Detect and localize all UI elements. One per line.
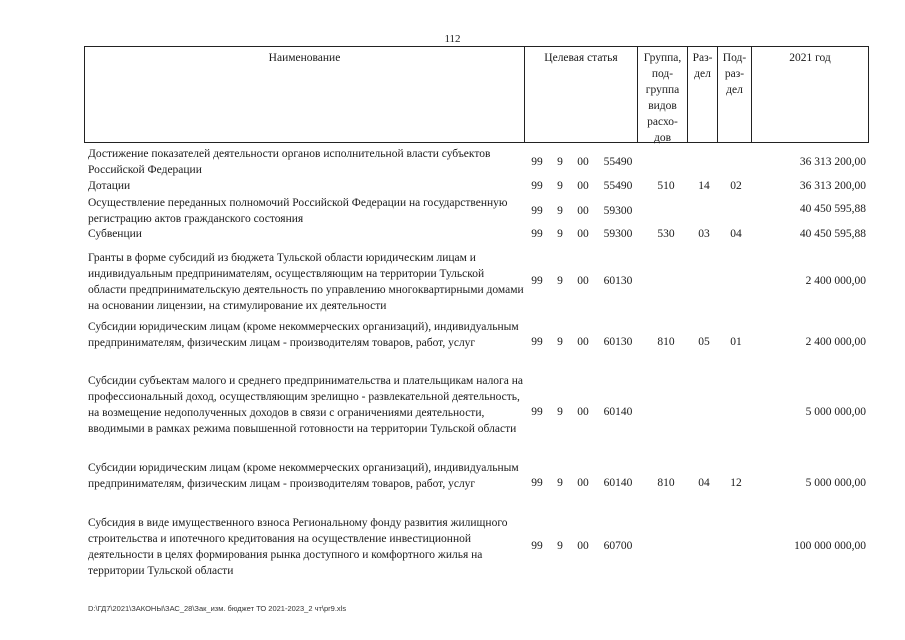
row-code-subprogram: 9 — [557, 477, 563, 489]
header-subsection-line: дел — [726, 84, 743, 96]
row-amount: 40 450 595,88 — [799, 228, 866, 240]
row-amount: 36 313 200,00 — [799, 156, 866, 168]
row-name: Субсидии юридическим лицам (кроме некоммерческих организаций), индивидуальным предпринимателям, физическим лицам - производителям товаров, работ, услуг — [88, 321, 519, 349]
row-name: Дотации — [88, 180, 131, 192]
row-code-direction: 55490 — [603, 156, 633, 168]
row-amount: 40 450 595,88 — [799, 203, 866, 215]
row-code-direction: 55490 — [603, 180, 633, 192]
row-code-main-event: 00 — [577, 275, 589, 287]
row-code-main-event: 00 — [577, 228, 589, 240]
row-code-program: 99 — [531, 205, 543, 217]
row-group: 810 — [657, 336, 675, 348]
header-section-line: дел — [694, 68, 711, 80]
row-code-main-event: 00 — [577, 540, 589, 552]
row-code-main-event: 00 — [577, 156, 589, 168]
header-target-article — [525, 47, 638, 142]
row-code-main-event: 00 — [577, 336, 589, 348]
row-code-program: 99 — [531, 156, 543, 168]
row-code-program: 99 — [531, 406, 543, 418]
row-name: Субсидии субъектам малого и среднего предпринимательства и плательщикам налога на профессиональный доход, осуществляющим зрелищно - развлекательной деятельность, на возмещение недополученных доходов в связи с ограничениями деятельности, вводимыми в рамках режима повышенной готовности на территории Тульской области — [88, 375, 524, 435]
header-group-line: Группа, — [643, 52, 682, 64]
header-group-line: расхо- — [647, 116, 678, 128]
row-section: 05 — [698, 336, 710, 348]
header-year-label: 2021 год — [789, 52, 831, 64]
row-name: Субсидии юридическим лицам (кроме некоммерческих организаций), индивидуальным предпринимателям, физическим лицам - производителям товаров, работ, услуг — [88, 462, 519, 490]
row-code-subprogram: 9 — [557, 180, 563, 192]
header-section — [688, 47, 718, 142]
row-amount: 100 000 000,00 — [794, 540, 866, 552]
row-code-program: 99 — [531, 228, 543, 240]
row-amount: 5 000 000,00 — [805, 477, 866, 489]
row-code-program: 99 — [531, 180, 543, 192]
header-year — [752, 47, 868, 142]
row-section: 03 — [698, 228, 710, 240]
header-target-article-label: Целевая статья — [544, 52, 618, 64]
row-section: 14 — [698, 180, 710, 192]
header-section-line: Раз- — [692, 52, 713, 64]
header-group-line: дов — [653, 132, 672, 144]
row-code-direction: 60140 — [603, 406, 633, 418]
row-amount: 5 000 000,00 — [805, 406, 866, 418]
row-name: Осуществление переданных полномочий Российской Федерации на государственную регистрацию актов гражданского состояния — [88, 197, 508, 225]
row-subsection: 01 — [730, 336, 742, 348]
header-group-line: под- — [651, 68, 674, 80]
row-code-direction: 60130 — [603, 336, 633, 348]
row-name: Субсидия в виде имущественного взноса Региональному фонду развития жилищного строительства и ипотечного кредитования на осуществление инвестиционной деятельности в целях формирования рынка доступного и комфортного жилья на территории Тульской области — [88, 517, 508, 577]
row-name: Субвенции — [88, 228, 142, 240]
row-code-program: 99 — [531, 336, 543, 348]
row-code-subprogram: 9 — [557, 156, 563, 168]
row-code-main-event: 00 — [577, 205, 589, 217]
row-code-main-event: 00 — [577, 180, 589, 192]
row-code-subprogram: 9 — [557, 275, 563, 287]
header-subsection-line: раз- — [724, 68, 745, 80]
header-group-line: видов — [648, 100, 677, 112]
row-code-program: 99 — [531, 275, 543, 287]
row-code-main-event: 00 — [577, 406, 589, 418]
row-code-direction: 59300 — [603, 205, 633, 217]
header-name — [85, 47, 525, 142]
row-group: 510 — [657, 180, 675, 192]
row-subsection: 12 — [730, 477, 742, 489]
row-amount: 36 313 200,00 — [799, 180, 866, 192]
row-subsection: 02 — [730, 180, 742, 192]
header-group-line: группа — [645, 84, 680, 96]
row-subsection: 04 — [730, 228, 742, 240]
row-code-main-event: 00 — [577, 477, 589, 489]
row-code-direction: 60140 — [603, 477, 633, 489]
row-code-program: 99 — [531, 540, 543, 552]
row-code-subprogram: 9 — [557, 540, 563, 552]
header-name-label: Наименование — [268, 52, 341, 64]
row-name: Достижение показателей деятельности органов исполнительной власти субъектов Российской Федерации — [88, 148, 491, 176]
row-code-subprogram: 9 — [557, 336, 563, 348]
row-code-direction: 60700 — [603, 540, 633, 552]
header-group — [638, 47, 688, 142]
file-path-footer: D:\ГД7\2021\ЗАКОНЫ\ЗАС_28\Зак_изм. бюджет ТО 2021-2023_2 чт\pr9.xls — [88, 604, 347, 613]
row-section: 04 — [698, 477, 710, 489]
row-group: 530 — [657, 228, 675, 240]
row-amount: 2 400 000,00 — [805, 336, 866, 348]
row-amount: 2 400 000,00 — [805, 275, 866, 287]
row-code-subprogram: 9 — [557, 228, 563, 240]
header-subsection — [718, 47, 752, 142]
row-code-direction: 60130 — [603, 275, 633, 287]
row-code-direction: 59300 — [603, 228, 633, 240]
row-code-subprogram: 9 — [557, 406, 563, 418]
row-code-program: 99 — [531, 477, 543, 489]
header-subsection-line: Под- — [722, 52, 747, 64]
page-number: 112 — [444, 33, 461, 45]
row-code-subprogram: 9 — [557, 205, 563, 217]
row-group: 810 — [657, 477, 675, 489]
row-name: Гранты в форме субсидий из бюджета Тульской области юридическим лицам и индивидуальным предпринимателям, осуществляющим на территории Тульской области предпринимательскую деятельность по управлению многоквартирными домами на основании лицензии, на стимулирование их деятельности — [88, 252, 524, 312]
